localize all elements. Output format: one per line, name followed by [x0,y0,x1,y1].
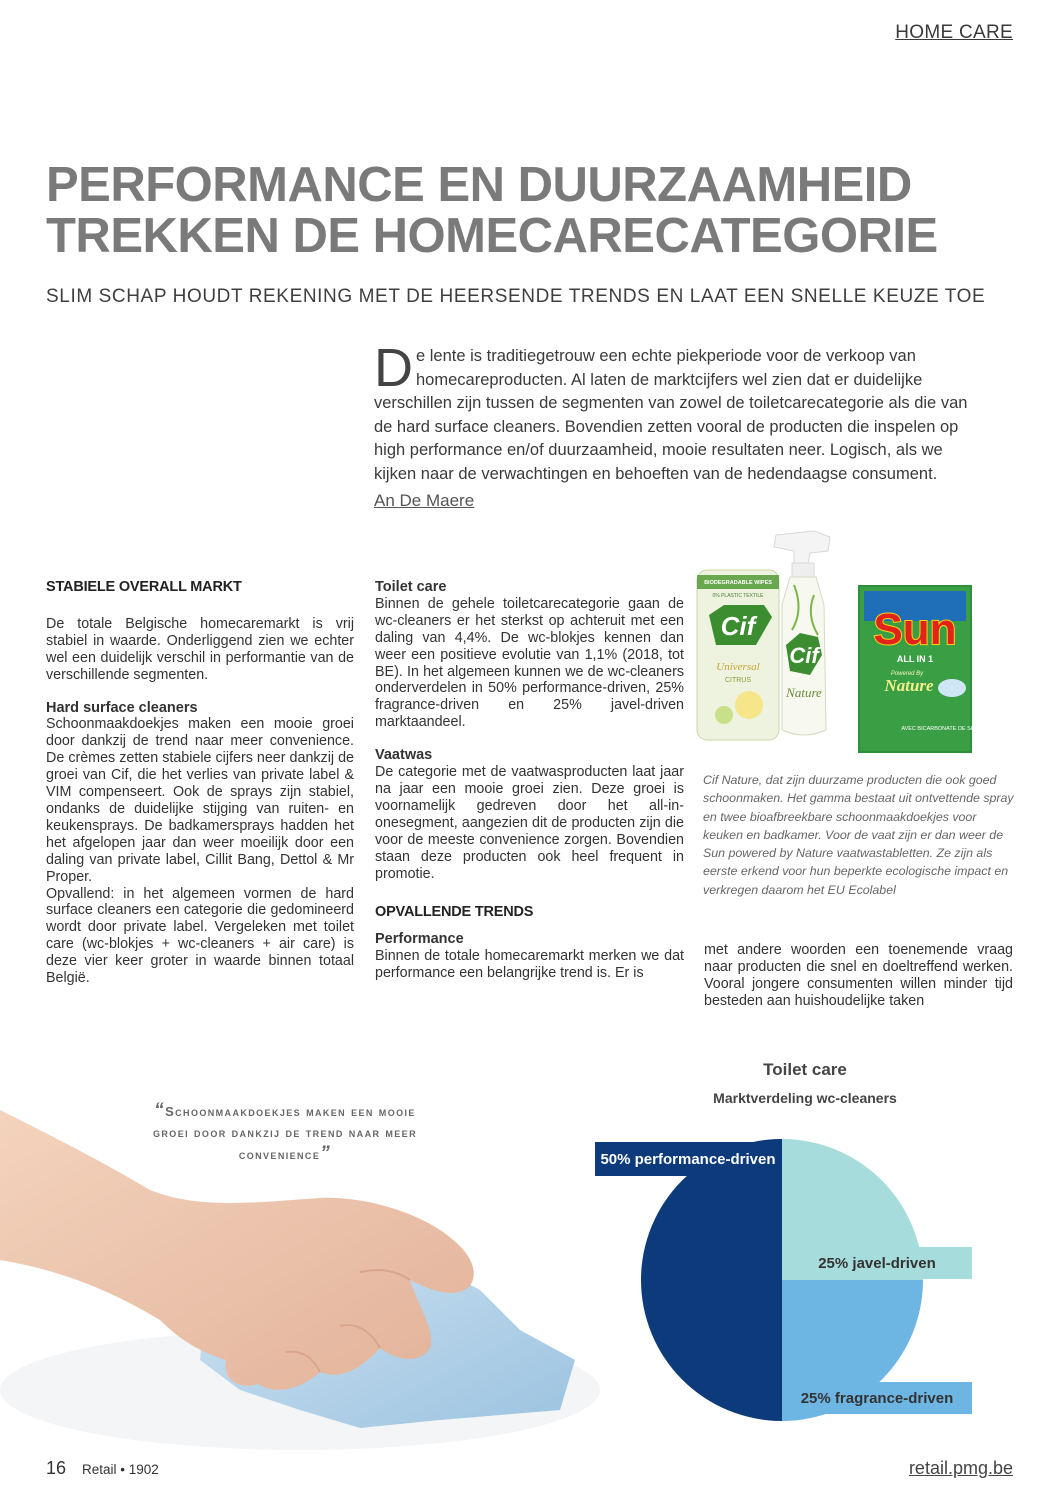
svg-text:Cif: Cif [720,611,756,641]
product-photo [694,525,1024,760]
body-paragraph: Schoonmaakdoekjes maken een mooie groei door dankzij de trend naar meer convenience. De crèmes zetten stabiele cijfers neer dankzij de groei van Cif, die het verlies van private label & VIM compenseert. Ook de sprays zijn stabiel, ondanks de duidelijke stijging van ruiten- en keukensprays. De badkamersprays hadden het het afgelopen jaar dan weer moeilijk door een daling van private label, Cillit Bang, Dettol & Mr Proper. [46,716,354,885]
page-title [46,160,1006,262]
section-label: HOME CARE [895,22,1013,43]
article-column-3 [704,942,1013,1010]
intro-text: e lente is traditiegetrouw een echte piekperiode voor de verkoop van homecareproducten. Al laten de marktcijfers wel zien dat er duidelijke verschillen zijn tussen de segmenten van zowel de toiletcarecategorie als die van de hard surface cleaners. Bovendien zetten vooral de producten die inspelen op high performance en/of duurzaamheid, mooie resultaten neer. Logisch, als we kijken naar de verwachtingen en behoeften van de hedendaagse consument. [374,347,968,483]
quote-close-mark: ” [320,1143,332,1164]
publication-name: Retail • 1902 [82,1462,159,1477]
sun-tablets-box [858,585,987,753]
title-line-1: PERFORMANCE EN DUURZAAMHEID [46,158,912,212]
subheading: Hard surface cleaners [46,699,198,716]
pie-slice [641,1139,782,1421]
quote-text: Schoonmaakdoekjes maken een mooie groei door dankzij de trend naar meer convenience [153,1104,417,1162]
body-paragraph: De totale Belgische homecaremarkt is vrij stabiel in waarde. Onderliggend zien we echter wel een duidelijk verschil in performantie van de verschillende segmenten. [46,615,354,683]
svg-text:CITRUS: CITRUS [724,677,752,684]
svg-text:BIODEGRADABLE WIPES: BIODEGRADABLE WIPES [704,580,772,586]
article-column-2 [375,579,684,982]
pull-quote [140,1100,430,1165]
cif-spray-bottle [774,531,830,735]
svg-text:Nature: Nature [786,685,822,700]
svg-text:ALL IN 1: ALL IN 1 [896,654,934,664]
page-number: 16 [46,1458,67,1478]
svg-text:0% PLASTIC TEXTILE: 0% PLASTIC TEXTILE [712,593,764,599]
subheading: Vaatwas [375,747,433,764]
intro-paragraph [374,338,989,487]
body-paragraph: met andere woorden een toenemende vraag naar producten die snel en doeltreffend werken. Vooral jongere consumenten willen minder tijd besteden aan huishoudelijke taken [704,942,1013,1009]
pie-slice-label: 25% javel-driven [818,1255,936,1272]
svg-text:AVEC BICARBONATE DE SOUDE: AVEC BICARBONATE DE SOUDE [901,726,987,732]
quote-open-mark: “ [154,1100,166,1121]
body-paragraph: Binnen de gehele toiletcarecategorie gaan de wc-cleaners er het sterkst op achteruit met een daling van 4,4%. De wc-blokjes kennen dan weer een positieve evolutie van 1,1% (2018, tot BE). In het algemeen kunnen we de wc-cleaners onderverdelen in 50% performance-driven, 25% fragrance-driven en 25% javel-driven marktaandeel. [375,595,684,731]
chart-title: Toilet care [763,1060,847,1079]
title-line-2: TREKKEN DE HOMECARECATEGORIE [46,209,938,263]
photo-caption: Cif Nature, dat zijn duurzame producten die ook goed schoonmaken. Het gamma bestaat uit ontvettende spray en twee bioafbreekbare schoonmaakdoekjes voor keuken en badkamer. Voor de vaat zijn er dan weer de Sun powered by Nature vaatwastabletten. Ze zijn als eerste erkend voor hun beperkte ecologische impact en verkregen daarom het EU Ecolabel [703,773,1014,897]
section-heading: OPVALLENDE TRENDS [375,904,534,921]
pie-slice-label: 25% fragrance-driven [800,1390,954,1407]
article-column-1 [46,579,354,987]
body-paragraph: De categorie met de vaatwasproducten laat jaar na jaar een mooie groei zien. Deze groei is voornamelijk gedreven door het all-in-onesegment, aangezien dit de producten zijn die voor de meeste convenience zorgen. Bovendien staan deze producten ook heel frequent in promotie. [375,764,684,882]
svg-text:Nature: Nature [884,676,934,695]
website-link[interactable]: retail.pmg.be [908,1458,1013,1478]
body-paragraph: Binnen de totale homecaremarkt merken we dat performance een belangrijke trend is. Er is [375,948,684,982]
chart-subtitle: Marktverdeling wc-cleaners [713,1090,897,1106]
pie-chart [580,1120,990,1430]
svg-text:Sun: Sun [873,605,957,654]
section-heading: STABIELE OVERALL MARKT [46,579,242,595]
body-paragraph: Opvallend: in het algemeen vormen de hard surface cleaners een categorie die gedomineerd wordt door private label. Vergeleken met toilet care (wc-blokjes + wc-cleaners + air care) is deze vier keer groter in waarde binnen totaal België. [46,885,354,987]
author-link[interactable]: An De Maere [374,491,475,510]
cif-wipes-pack [697,570,779,740]
subheading: Toilet care [375,579,447,595]
subheading: Performance [375,931,464,948]
svg-text:Universal: Universal [716,661,760,673]
pie-slice-label: 50% performance-driven [600,1151,776,1168]
svg-text:Cif: Cif [789,643,819,668]
svg-text:Powered By: Powered By [890,671,924,677]
page-subtitle: SLIM SCHAP HOUDT REKENING MET DE HEERSENDE TRENDS EN LAAT EEN SNELLE KEUZE TOE [46,286,986,307]
drop-cap: D [374,338,413,398]
